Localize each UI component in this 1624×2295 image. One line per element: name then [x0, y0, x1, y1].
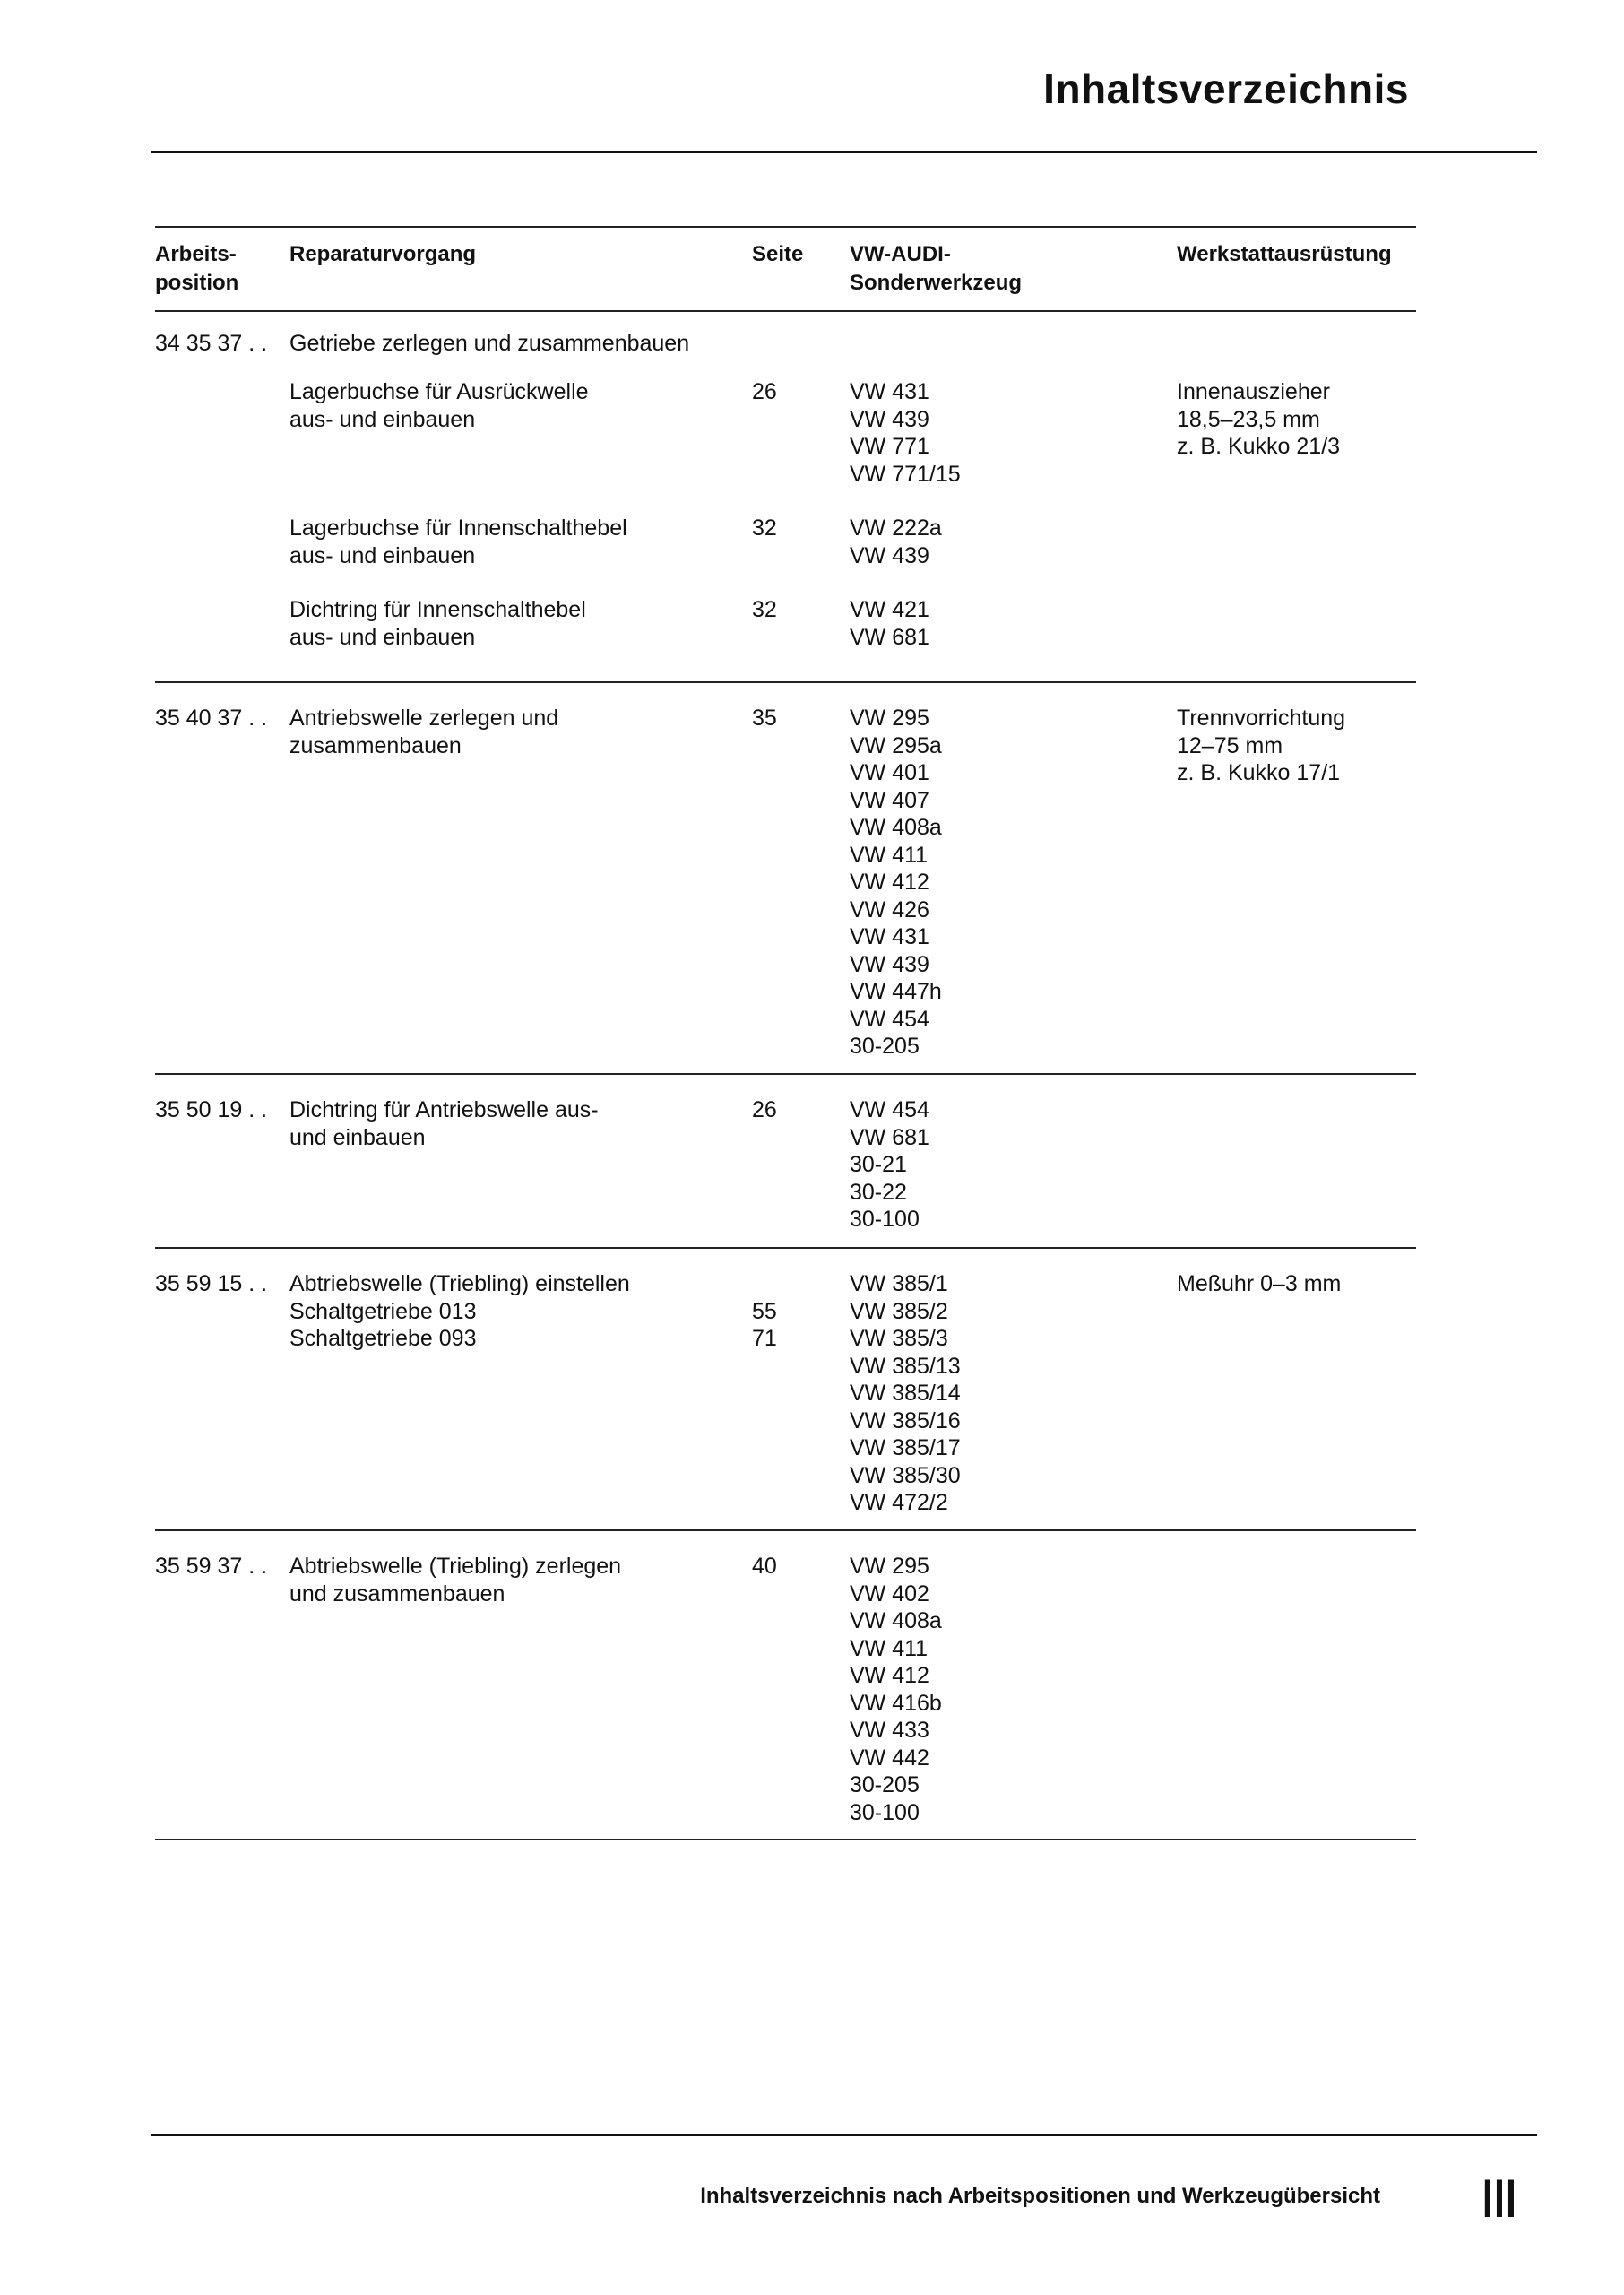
header-position: Arbeits- position: [155, 242, 239, 295]
tool-list: VW 385/1 VW 385/2 VW 385/3 VW 385/13 VW 385/14 VW 385/16 VW 385/17 VW 385/30 VW 472/2: [850, 1271, 961, 1515]
work-position: 35 50 19 . .: [155, 1097, 268, 1122]
bottom-rule: [151, 2134, 1537, 2136]
procedure: Antriebswelle zerlegen und zusammenbauen: [289, 706, 559, 758]
group-title: Getriebe zerlegen und zusammenbauen: [289, 331, 690, 356]
work-position: 35 59 37 . .: [155, 1554, 268, 1579]
group-34-35-37: [155, 312, 1416, 683]
table-row: [155, 1096, 1416, 1234]
table-row: [155, 596, 1416, 651]
table-row: [155, 1553, 1416, 1826]
workshop-equipment: Trennvorrichtung 12–75 mm z. B. Kukko 17/1: [1177, 706, 1346, 785]
workshop-equipment: Innenauszieher 18,5–23,5 mm z. B. Kukko 21/3: [1177, 379, 1341, 459]
page-ref: 32: [752, 597, 777, 622]
tool-list: VW 431 VW 439 VW 771 VW 771/15: [850, 379, 961, 487]
workshop-equipment: Meßuhr 0–3 mm: [1177, 1271, 1342, 1296]
procedure: Abtriebswelle (Triebling) zerlegen und zusammenbauen: [289, 1554, 622, 1606]
table-row: [155, 705, 1416, 1061]
tool-list: VW 295 VW 402 VW 408a VW 411 VW 412 VW 416b VW 433 VW 442 30-205 30-100: [850, 1554, 942, 1825]
tool-list: VW 222a VW 439: [850, 515, 942, 568]
group-35-59-15: [155, 1249, 1416, 1531]
header-workshop-equipment: Werkstattausrüstung: [1177, 242, 1392, 266]
top-rule: [151, 151, 1537, 153]
header-procedure: Reparaturvorgang: [289, 242, 477, 266]
procedure: Lagerbuchse für Ausrückwelle aus- und einbauen: [289, 379, 589, 432]
procedure: Lagerbuchse für Innenschalthebel aus- und einbauen: [289, 515, 627, 568]
header-page: Seite: [752, 242, 804, 266]
tool-list: VW 421 VW 681: [850, 597, 929, 650]
header-special-tool: VW-AUDI- Sonderwerkzeug: [850, 242, 1023, 295]
group-35-59-37: [155, 1531, 1416, 1840]
table-row: [155, 378, 1416, 488]
work-position: 34 35 37 . .: [155, 331, 268, 356]
page-ref: 32: [752, 515, 777, 541]
procedure: Abtriebswelle (Triebling) einstellen Schaltgetriebe 013 Schaltgetriebe 093: [289, 1271, 630, 1351]
page-ref: 55 71: [752, 1298, 777, 1351]
page-ref: 26: [752, 379, 777, 404]
work-position: 35 40 37 . .: [155, 706, 268, 731]
table-header: [155, 226, 1416, 312]
page-ref: 26: [752, 1097, 777, 1122]
tool-list: VW 295 VW 295a VW 401 VW 407 VW 408a VW 411 VW 412 VW 426 VW 431 VW 439 VW 447h VW 454 30-205: [850, 706, 942, 1059]
table-row: [155, 515, 1416, 569]
page-number: III: [1482, 2169, 1518, 2229]
group-35-40-37: [155, 683, 1416, 1075]
group-35-50-19: [155, 1075, 1416, 1249]
procedure: Dichtring für Antriebswelle aus- und einbauen: [289, 1097, 599, 1150]
table-row: [155, 1270, 1416, 1517]
contents-table: [155, 226, 1416, 1840]
group-title-line: [155, 330, 1416, 366]
procedure: Dichtring für Innenschalthebel aus- und einbauen: [289, 597, 586, 650]
page-ref: 40: [752, 1554, 777, 1579]
tool-list: VW 454 VW 681 30-21 30-22 30-100: [850, 1097, 929, 1232]
page-title: Inhaltsverzeichnis: [1043, 65, 1409, 112]
work-position: 35 59 15 . .: [155, 1271, 268, 1296]
page-ref: 35: [752, 706, 777, 731]
footer-title: Inhaltsverzeichnis nach Arbeitspositionen und Werkzeugübersicht: [700, 2184, 1380, 2208]
